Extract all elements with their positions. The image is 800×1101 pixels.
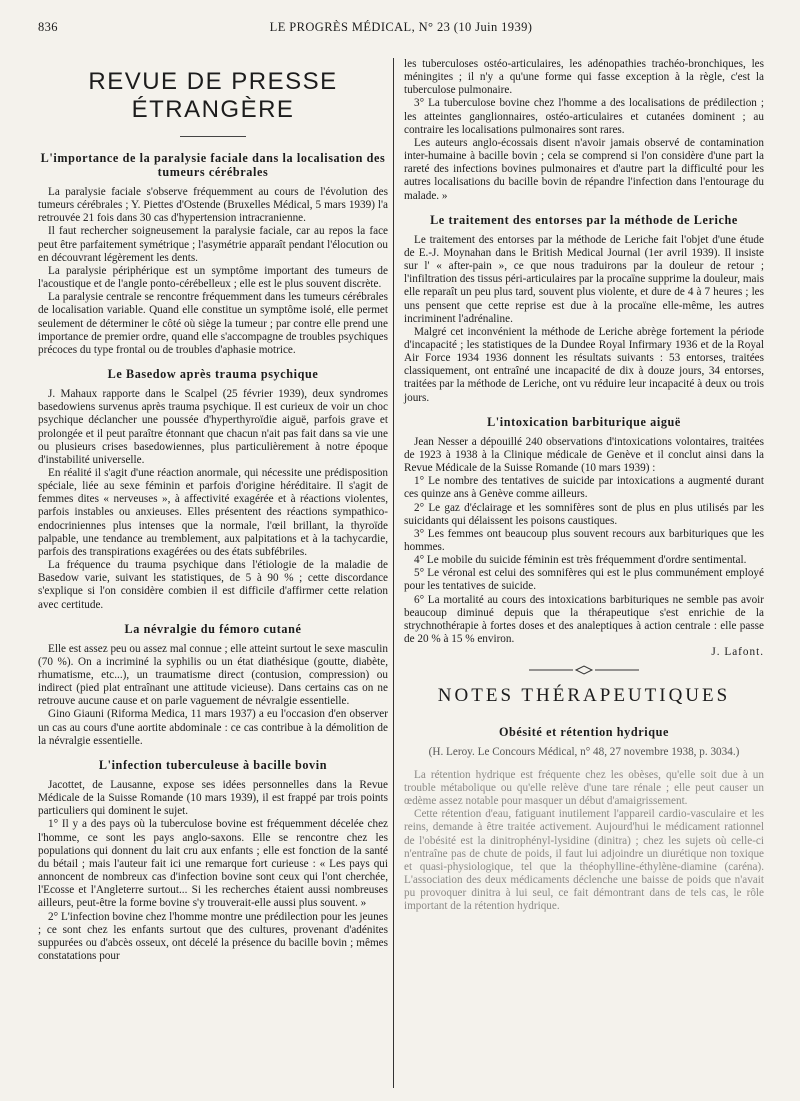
paragraph: 2° L'infection bovine chez l'homme montre une prédilection pour les jeunes ; ce sont chez les enfants surtout que des cultures, provenant d'adénites suppurées ou d'abcès osseux, ont décelé la présence du bacille bovin ; mêmes constatations pour	[38, 910, 388, 962]
article-title: Le traitement des entorses par la méthode de Leriche	[430, 212, 738, 227]
heading-rule	[180, 136, 246, 137]
section-heading-revue: REVUE DE PRESSE ÉTRANGÈRE	[88, 68, 338, 123]
paragraph: Gino Giauni (Riforma Medica, 11 mars 1937) a eu l'occasion d'en observer un cas au cours d'une aortite abdominale : ce cas contribue à la démolition de la névralgie essentielle.	[38, 708, 388, 747]
paragraph: Il faut rechercher soigneusement la paralysie faciale, car au repos la face peut être parfaitement symétrique ; l'asymétrie apparaît pendant l'élocution ou en découvrant légèrement les dents.	[38, 225, 388, 264]
article-title: La névralgie du fémoro cutané	[124, 621, 302, 636]
paragraph: J. Mahaux rapporte dans le Scalpel (25 février 1939), deux syndromes basedowiens survenus après trauma psychique. Il est curieux de voir un choc psychique déclancher une poussée d'hyperthyroïdie aiguë, parfois grave et prolongée et il peut paraître étonnant que chacun n'ait pas fait dans sa vie une ou plusieurs crises basedowiennes, plus particulièrement à notre époque d'instabilité universelle.	[38, 388, 388, 466]
paragraph: 4° Le mobile du suicide féminin est très fréquemment d'ordre sentimental.	[414, 554, 747, 567]
paragraph: 2° Le gaz d'éclairage et les somnifères sont de plus en plus utilisés par les suicidants qui délaissent les poisons caustiques.	[404, 501, 764, 527]
article-reference: (H. Leroy. Le Concours Médical, n° 48, 27 novembre 1938, p. 3034.)	[428, 745, 740, 758]
paragraph: Les auteurs anglo-écossais disent n'avoir jamais observé de contamination inter-humaine à bacille bovin ; cela se comprend si l'on considère d'une part la rareté des infections bovines pulmonaires et d'autre part la difficulté pour les autres localisations du bacille bovin de répandre l'infection dans l'entourage du malade. »	[404, 136, 764, 202]
section-heading-notes: NOTES THÉRAPEUTIQUES	[437, 684, 731, 706]
page-number: 836	[38, 20, 58, 34]
paragraph: La fréquence du trauma psychique dans l'étiologie de la maladie de Basedow varie, suivant les statistiques, de 5 à 90 % ; cette discordance s'explique si l'on considère combien il est difficile d'affirmer cette relation avec certitude.	[38, 559, 388, 611]
ornament-icon	[529, 665, 639, 675]
paragraph: 3° Les femmes ont beaucoup plus souvent recours aux barbituriques que les hommes.	[404, 527, 764, 553]
left-column	[38, 58, 388, 963]
article-title: L'infection tuberculeuse à bacille bovin	[98, 757, 328, 772]
column-divider	[393, 58, 394, 1088]
paragraph: 6° La mortalité au cours des intoxications barbituriques ne semble pas avoir beaucoup diminué depuis que la thérapeutique s'est enrichie de la strychnothérapie à fortes doses et des analeptiques à action centrale : elle passe de 20 % à 15 % environ.	[404, 593, 764, 646]
right-column	[404, 58, 764, 913]
paragraph: En réalité il s'agit d'une réaction anormale, qui nécessite une prédisposition spéciale, liée au sexe féminin et parfois d'origine héréditaire. Il s'agit de femmes dites « nerveuses », à affectivité exagérée et à réactions violentes, parfois instables ou anxieuses. Elles présentent des réactions sympathico-endocriniennes plus intenses que la normale, l'œil brillant, la thyroïde palpable, une tendance au tremblement, aux palpitations et à la tachycardie, parfois des transpirations exagérées ou des états subfébriles.	[38, 466, 388, 558]
journal-title: LE PROGRÈS MÉDICAL, N° 23 (10 Juin 1939)	[269, 20, 533, 34]
paragraph: les tuberculoses ostéo-articulaires, les adénopathies trachéo-bronchiques, les méningites ; il n'y a qu'une forme qui fasse exception à la règle, c'est la tuberculose pulmonaire.	[404, 58, 764, 97]
paragraph: La paralysie centrale se rencontre fréquemment dans les tumeurs cérébrales de localisation variable. Quand elle constitue un symptôme isolé, elle permet seulement de déterminer le côté où siège la tumeur ; par contre elle prend une importance de premier ordre, quand elle s'accompagne de troubles psychiques précoces du type frontal ou de troubles d'aphasie motrice.	[38, 291, 388, 356]
paragraph: Malgré cet inconvénient la méthode de Leriche abrège fortement la période d'incapacité ; les statistiques de la Dundee Royal Infirmary 1936 et de la Royal Air Force 1934 1936 donnent les résultats suivants : 53 entorses, traitées classiquement, ont entraîné une incapacité de dix à douze jours, 34 entorses, traitées par la méthode de Leriche, ont vu réduire leur incapacité à deux ou trois jours.	[404, 325, 764, 404]
paragraph: Elle est assez peu ou assez mal connue ; elle atteint surtout le sexe masculin (70 %). On a incriminé la syphilis ou un état diathésique (goutte, diabète, rhumatisme, etc...), un traumatisme direct (contusion, compression) ou indirect (pied plat entraînant une attitude vicieuse). Dans certains cas on ne retrouve aucune cause et on parle vaguement de névralgie essentielle.	[38, 642, 388, 708]
paragraph: Le traitement des entorses par la méthode de Leriche fait l'objet d'une étude de E.-J. Moynahan dans le British Medical Journal (1er avril 1939). Il insiste sur l' « after-pain », ce que nous traduirons par la douleur de retour ; l'infiltration des tissus péri-articulaires par la procaïne supprime la douleur, mais elle reparaît un peu plus tard, souvent plus violente, et dure de 4 à 7 heures ; les uns pensent que cette reprise est due à la procaïne elle-même, les autres incriminent l'adrénaline.	[404, 233, 764, 325]
article-title: Le Basedow après trauma psychique	[107, 367, 319, 382]
article-title: L'importance de la paralysie faciale dans la localisation des tumeurs cérébrales	[40, 151, 386, 179]
paragraph: Jacottet, de Lausanne, expose ses idées personnelles dans la Revue Médicale de la Suisse Romande (10 mars 1939), il est frappé par trois points particuliers qui dominent le sujet.	[38, 778, 388, 818]
paragraph: La paralysie faciale s'observe fréquemment au cours de l'évolution des tumeurs cérébrales ; Y. Piettes d'Ostende (Bruxelles Médical, 5 mars 1939) l'a retrouvée 21 fois dans 30 cas d'hypertension intracranienne.	[38, 186, 388, 225]
paragraph: 1° Il y a des pays où la tuberculose bovine est fréquemment décelée chez l'homme, ce sont les pays anglo-saxons. Elle se rencontre chez les populations qui donnent du lait cru aux enfants ; elle est fonction de la santé du bétail ; mais l'auteur fait ici une remarque fort curieuse : « Les pays qui annoncent de nombreux cas d'infection bovine sont ceux qui l'ont cherchée, l'Ecosse et l'Angleterre surtout... Si les recherches étaient aussi nombreuses ailleurs, peut-être la forme bovine s'y trouverait-elle aussi plus souvent. »	[38, 818, 388, 910]
paragraph: La rétention hydrique est fréquente chez les obèses, qu'elle soit due à un trouble métabolique ou qu'elle relève d'une tare rénale ; elle peut causer un œdème assez notable pour masquer un début d'amaigrissement.	[404, 768, 764, 808]
paragraph: Jean Nesser a dépouillé 240 observations d'intoxications volontaires, traitées de 1923 à 1938 à la Clinique médicale de Genève et il conclut ainsi dans la Revue Médicale de la Suisse Romande (10 mars 1939) :	[404, 435, 764, 475]
paragraph: La paralysie périphérique est un symptôme important des tumeurs de l'acoustique et de l'angle ponto-cérébelleux ; elle est le plus souvent discrète.	[38, 264, 388, 291]
running-head	[38, 20, 764, 40]
paragraph: 3° La tuberculose bovine chez l'homme a des localisations de prédilection ; les atteintes ganglionnaires, ostéo-articulaires et cutanées dominent ; au contraire les localisations pulmonaires sont rares.	[404, 97, 764, 136]
paragraph: Cette rétention d'eau, fatiguant inutilement l'appareil cardio-vasculaire et les reins, demande à être traitée activement. Aujourd'hui le médicament rationnel de l'obésité est la dinitrophényl-lysidine (dinitra) ; chez les sujets où celle-ci n'entraîne pas de chute de poids, il faut lui adjoindre un diurétique non toxique et quasi-physiologique, tel que la théophylline-éthylène-diamine (caréna). L'association des deux médicaments déclenche une baisse de poids que n'avait pu provoquer dinitra à lui seul, ce fait démontrant dans de tels cas, le rôle important de la rétention hydrique.	[404, 808, 764, 913]
paragraph: 1° Le nombre des tentatives de suicide par intoxications a augmenté durant ces quinze ans à Genève comme ailleurs.	[404, 475, 764, 501]
ornament-divider	[404, 665, 764, 678]
paragraph: 5° Le véronal est celui des somnifères qui est le plus communément employé pour les tentatives de suicide.	[404, 567, 764, 593]
article-title: L'intoxication barbiturique aiguë	[487, 414, 681, 429]
author-signature: J. Lafont.	[711, 646, 764, 659]
article-title: Obésité et rétention hydrique	[498, 724, 670, 739]
